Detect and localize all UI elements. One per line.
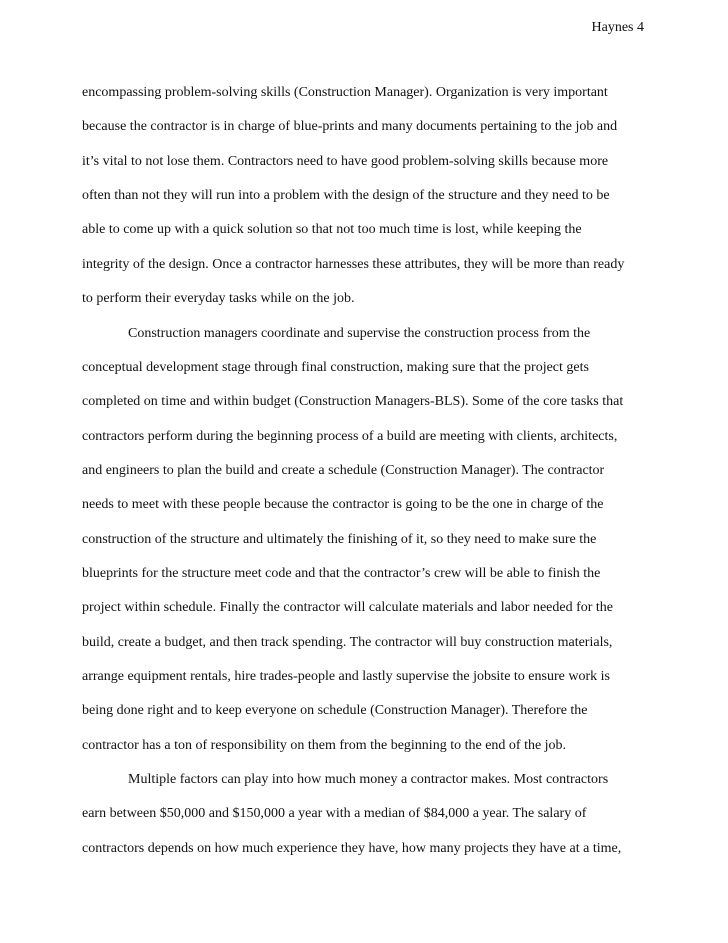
text-line: needs to meet with these people because the contractor is going to be the one in charge of the xyxy=(82,497,604,513)
text-line: because the contractor is in charge of blue-prints and many documents pertaining to the job and xyxy=(82,119,618,135)
text-line: integrity of the design. Once a contractor harnesses these attributes, they will be more than ready xyxy=(82,256,625,272)
text-line: blueprints for the structure meet code and that the contractor’s crew will be able to finish the xyxy=(82,565,601,581)
text-line: contractors perform during the beginning process of a build are meeting with clients, architects, xyxy=(82,428,618,444)
text-line: earn between $50,000 and $150,000 a year with a median of $84,000 a year. The salary of xyxy=(82,806,587,822)
running-head: Haynes 4 xyxy=(591,20,644,35)
text-line: contractors depends on how much experience they have, how many projects they have at a time, xyxy=(82,840,622,856)
text-line: being done right and to keep everyone on schedule (Construction Manager). Therefore the xyxy=(82,703,588,719)
text-line: Multiple factors can play into how much money a contractor makes. Most contractors xyxy=(128,772,609,787)
text-line: often than not they will run into a problem with the design of the structure and they need to be xyxy=(82,188,610,204)
text-line: project within schedule. Finally the contractor will calculate materials and labor needed for the xyxy=(82,600,614,616)
text-line: to perform their everyday tasks while on the job. xyxy=(82,291,355,307)
text-line: it’s vital to not lose them. Contractors need to have good problem-solving skills because more xyxy=(82,153,609,169)
text-line: and engineers to plan the build and create a schedule (Construction Manager). The contractor xyxy=(82,462,605,478)
text-line: build, create a budget, and then track spending. The contractor will buy construction materials, xyxy=(82,634,613,650)
text-line: construction of the structure and ultimately the finishing of it, so they need to make sure the xyxy=(82,531,597,547)
text-line: conceptual development stage through final construction, making sure that the project gets xyxy=(82,359,589,375)
text-line: arrange equipment rentals, hire trades-people and lastly supervise the jobsite to ensure work is xyxy=(82,669,610,684)
text-line: contractor has a ton of responsibility on them from the beginning to the end of the job. xyxy=(82,737,567,753)
text-line: Construction managers coordinate and supervise the construction process from the xyxy=(128,325,591,341)
text-line: encompassing problem-solving skills (Construction Manager). Organization is very important xyxy=(82,85,608,100)
text-line: completed on time and within budget (Construction Managers-BLS). Some of the core tasks that xyxy=(82,394,624,410)
text-line: able to come up with a quick solution so that not too much time is lost, while keeping the xyxy=(82,222,582,238)
